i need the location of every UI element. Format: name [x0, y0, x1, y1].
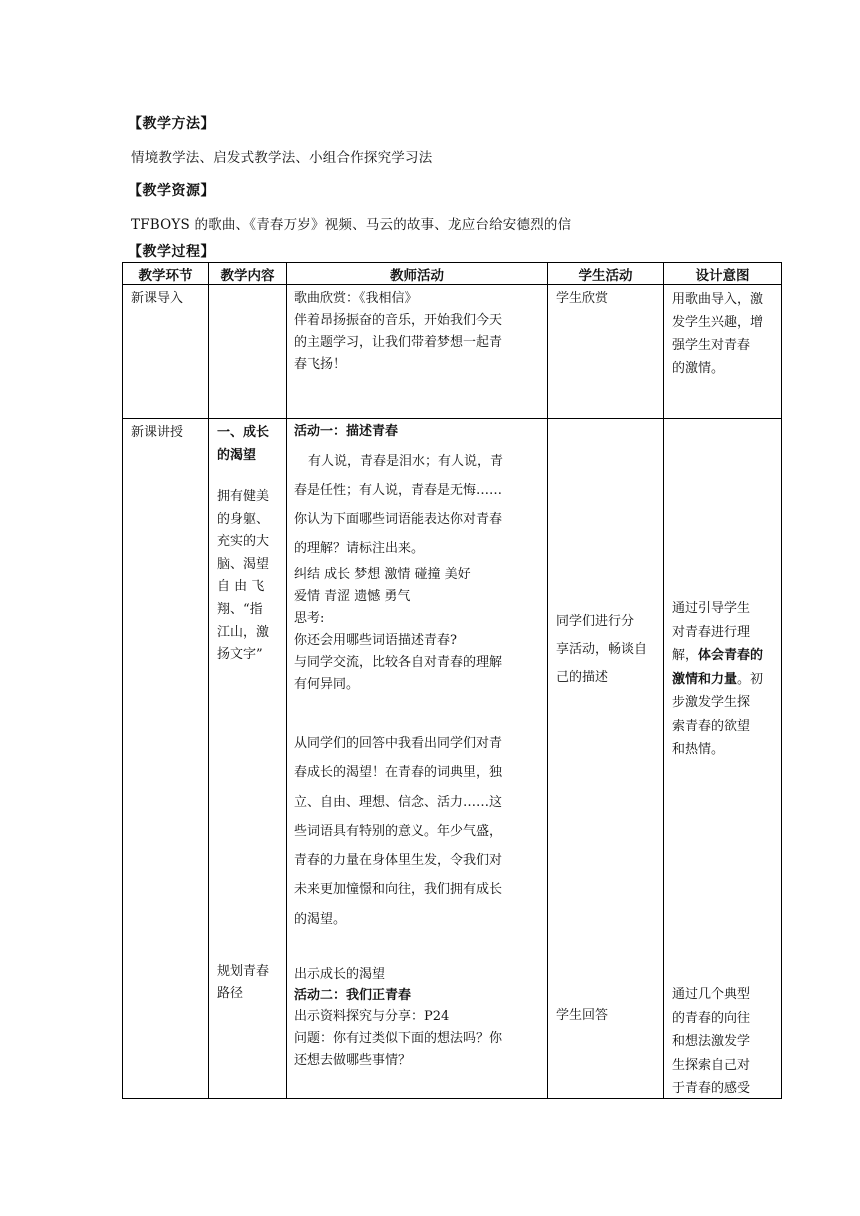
row2-content-title: 一、成长 的渴望 — [217, 425, 270, 463]
show-desire-text: 出示成长的渴望 — [294, 967, 386, 982]
row2-content-sub: 规划青春 路径 — [217, 964, 270, 1001]
row2-student-cell — [548, 419, 664, 1099]
row1-stage: 新课导入 — [131, 291, 184, 306]
teacher-summary: 从同学们的回答中我看出同学们对青 春成长的渴望！在青春的词典里，独 立、自由、理想、信念、活力……这 些词语具有特别的意义。年少气盛， 青春的力量在身体里生发，令我们对 未来更加憧憬和向往，我们拥有成长 的渴望。 — [294, 736, 503, 927]
row2-content-desc: 拥有健美 的身躯、 充实的大 脑、渴望 自 由 飞 翔、“指 江山，激 扬文字” — [217, 489, 270, 663]
intent-two-text: 通过几个典型 的青春的向往 和想法激发学 生探索自己对 于青春的感受 — [672, 987, 751, 1096]
resources-text: TFBOYS 的歌曲、《青春万岁》视频、马云的故事、龙应台给安德烈的信 — [131, 217, 572, 233]
row2-stage-cell — [123, 419, 209, 1099]
student-answer-text: 学生回答 — [556, 1008, 609, 1023]
row2-content-cell — [209, 419, 287, 1099]
activity-one-title: 活动一：描述青春 — [294, 424, 399, 439]
method-text: 情境教学法、启发式教学法、小组合作探究学习法 — [131, 150, 433, 166]
row1-student-cell — [548, 285, 664, 419]
activity-two-title: 活动二：我们正青春 — [294, 988, 412, 1003]
lesson-process-table — [122, 262, 782, 1099]
table-header-row — [123, 263, 782, 285]
activity-one-text: 有人说，青春是泪水；有人说，青 春是任性；有人说，青春是无悔…… 你认为下面哪些词语能表达你对青春 的理解？请标注出来。 — [294, 454, 504, 556]
table-row — [123, 285, 782, 419]
row1-content-cell — [209, 285, 287, 419]
row1-intent: 用歌曲导入，激 发学生兴趣，增 强学生对青春 的激情。 — [672, 292, 764, 376]
process-heading: 【教学过程】 — [128, 244, 215, 260]
row2-stage: 新课讲授 — [131, 425, 184, 440]
row2-intent-cell — [664, 419, 782, 1099]
student-share-text: 同学们进行分 享活动，畅谈自 己的描述 — [556, 614, 648, 685]
row1-stage-cell — [123, 285, 209, 419]
header-stage: 教学环节 — [123, 263, 209, 285]
resources-heading: 【教学资源】 — [128, 183, 215, 199]
header-content: 教学内容 — [209, 263, 287, 285]
header-teacher: 教师活动 — [287, 263, 548, 285]
row2-teacher-cell — [287, 419, 548, 1099]
activity-two-text: 出示资料探究与分享：P24 问题：你有过类似下面的想法吗？你 还想去做哪些事情？ — [294, 1009, 503, 1068]
table-row — [123, 419, 782, 1099]
row1-teacher: 歌曲欣赏：《我相信》 伴着昂扬振奋的音乐，开始我们今天 的主题学习，让我们带着梦想一起青 春飞扬！ — [294, 291, 503, 372]
row1-teacher-cell — [287, 285, 548, 419]
row1-student: 学生欣赏 — [556, 291, 609, 306]
header-student: 学生活动 — [548, 263, 664, 285]
method-heading: 【教学方法】 — [128, 116, 215, 132]
header-intent: 设计意图 — [664, 263, 782, 285]
activity-one-words: 纠结 成长 梦想 激情 碰撞 美好 爱情 青涩 遗憾 勇气 思考: 你还会用哪些词语描述青春? 与同学交流，比较各自对青春的理解 有何异同。 — [294, 567, 503, 692]
intent-one-text: 通过引导学生 对青春进行理 解，体会青春的 激情和力量。初 步激发学生探 索青春的欲望 和热情。 — [672, 601, 764, 757]
row1-intent-cell — [664, 285, 782, 419]
